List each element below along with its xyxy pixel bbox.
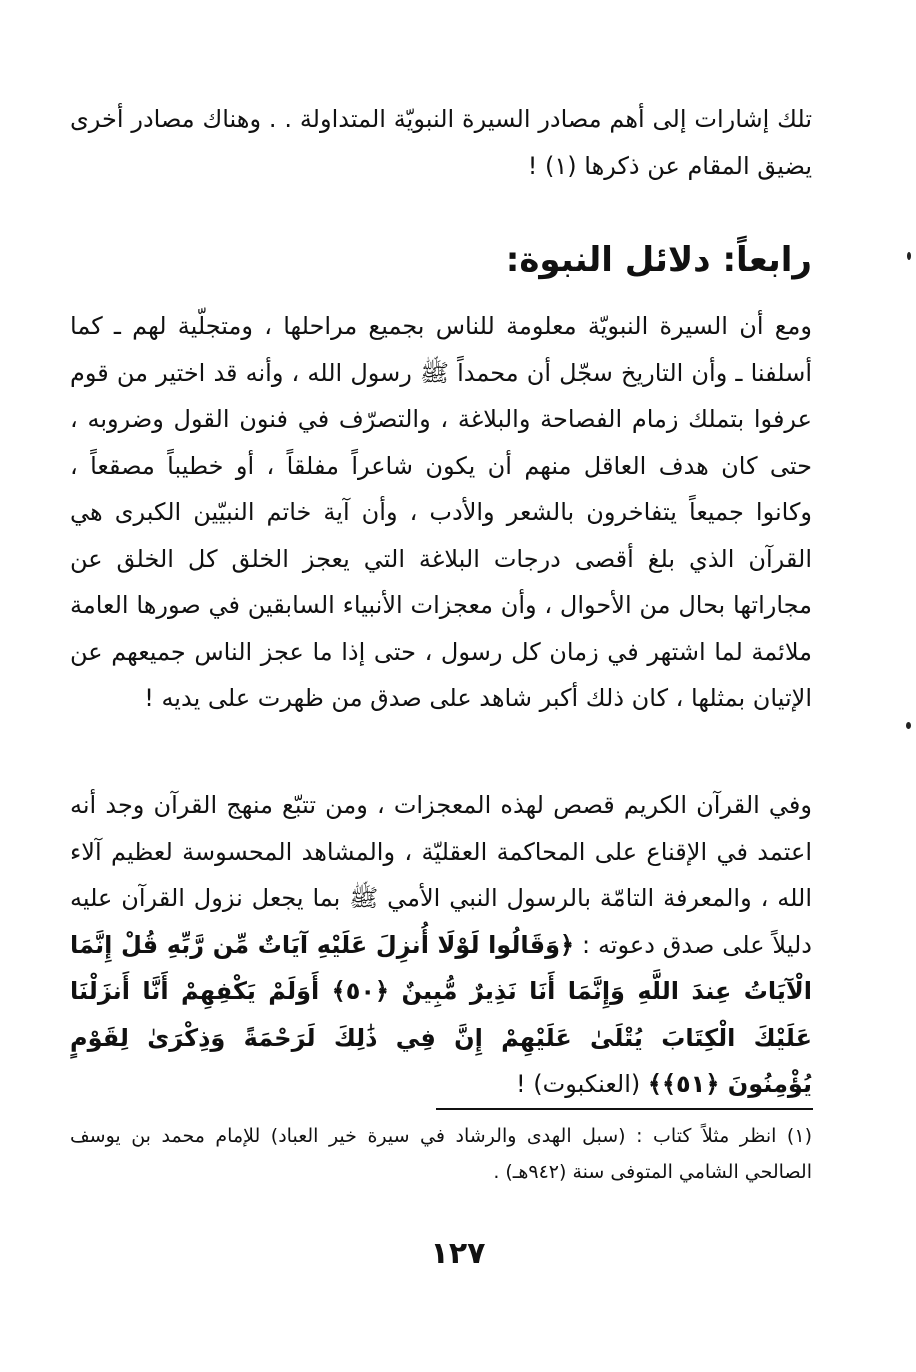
- intro-paragraph: تلك إشارات إلى أهم مصادر السيرة النبويّة المتداولة . . وهناك مصادر أخرى يضيق المقام عن ذكرها (١) !: [70, 105, 812, 180]
- section-heading: رابعاً: دلائل النبوة:: [505, 240, 812, 280]
- quran-verse: ﴿وَقَالُوا لَوْلَا أُنزِلَ عَلَيْهِ آيَاتٌ مِّن رَّبِّهِ قُلْ إِنَّمَا الْآيَاتُ عِندَ اللَّهِ وَإِنَّمَا أَنَا نَذِيرٌ مُّبِينٌ ﴿٥٠﴾ أَوَلَمْ يَكْفِهِمْ أَنَّا أَنزَلْنَا عَلَيْكَ الْكِتَابَ يُتْلَىٰ عَلَيْهِمْ إِنَّ فِي ذَٰلِكَ لَرَحْمَةً وَذِكْرَىٰ لِقَوْمٍ يُؤْمِنُونَ ﴿٥١﴾﴾: [70, 930, 813, 1098]
- scan-speck-mark: [907, 252, 911, 260]
- quran-paragraph: [70, 782, 812, 1108]
- page-number: ١٢٧: [430, 1236, 486, 1271]
- scan-speck-mark: [906, 722, 911, 729]
- footnote: (١) انظر مثلاً كتاب : (سبل الهدى والرشاد في سيرة خير العباد) للإمام محمد بن يوسف الصالحي الشامي المتوفى سنة (٩٤٢هـ) .: [70, 1125, 812, 1183]
- main-paragraph: ومع أن السيرة النبويّة معلومة للناس بجميع مراحلها ، ومتجلّية لهم ـ كما أسلفنا ـ وأن التاريخ سجّل أن محمداً ﷺ رسول الله ، وأنه قد اختير من قوم عرفوا بتملك زمام الفصاحة والبلاغة ، والتصرّف في فنون القول وضروبه ، حتى كان هدف العاقل منهم أن يكون شاعراً مفلقاً ، أو خطيباً مصقعاً ، وكانوا جميعاً يتفاخرون بالشعر والأدب ، وأن آية خاتم النبيّين الكبرى هي القرآن الذي بلغ أقصى درجات البلاغة التي يعجز الخلق كل الخلق عن مجاراتها بحال من الأحوال ، وأن معجزات الأنبياء السابقين في صورها العامة ملائمة لما اشتهر في زمان كل رسول ، حتى إذا ما عجز الناس جميعهم عن الإتيان بمثلها ، كان ذلك أكبر شاهد على صدق من ظهرت على يديه !: [70, 312, 812, 712]
- footnote-divider: [436, 1108, 813, 1110]
- quran-intro-text: وفي القرآن الكريم قصص لهذه المعجزات ، ومن تتبّع منهج القرآن وجد أنه اعتمد في الإقناع على المحاكمة العقليّة ، والمشاهد المحسوسة لعظيم آلاء الله ، والمعرفة التامّة بالرسول النبي الأمي ﷺ بما يجعل نزول القرآن عليه دليلاً على صدق دعوته :: [70, 791, 812, 959]
- quran-source: (العنكبوت) !: [516, 1070, 648, 1098]
